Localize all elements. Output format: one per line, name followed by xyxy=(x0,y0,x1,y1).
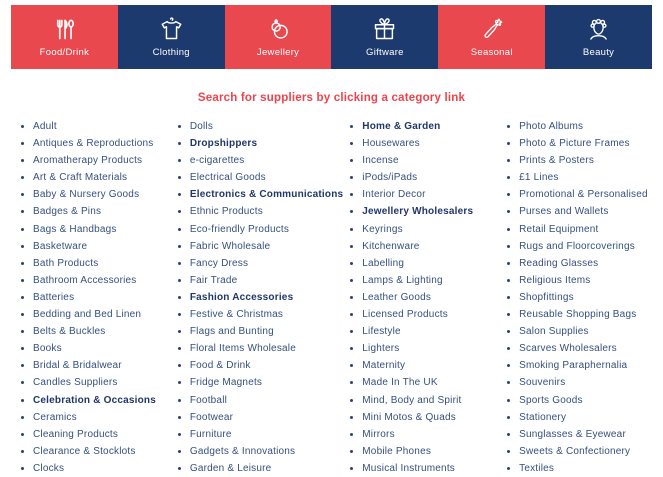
category-link[interactable]: • Lamps & Lighting xyxy=(362,272,500,289)
category-column-2 xyxy=(171,118,343,477)
tab-label: Clothing xyxy=(152,47,190,58)
tab-label: Beauty xyxy=(582,47,615,58)
category-link[interactable]: • Lifestyle xyxy=(362,323,500,340)
tab-giftware[interactable] xyxy=(331,5,438,69)
category-link[interactable]: • Aromatherapy Products xyxy=(33,152,171,169)
category-link[interactable]: • Books xyxy=(33,340,171,357)
category-link[interactable]: • Dolls xyxy=(190,118,343,135)
category-link[interactable]: • Badges & Pins xyxy=(33,203,171,220)
category-link[interactable]: • Home & Garden xyxy=(362,118,500,135)
category-link[interactable]: • Electrical Goods xyxy=(190,169,343,186)
category-link[interactable]: • Licensed Products xyxy=(362,306,500,323)
gift-icon xyxy=(371,16,398,43)
tab-label: Seasonal xyxy=(470,47,513,58)
category-link[interactable]: • Food & Drink xyxy=(190,357,343,374)
category-link[interactable]: • Ceramics xyxy=(33,409,171,426)
category-link[interactable]: • Maternity xyxy=(362,357,500,374)
category-link[interactable]: • Souvenirs xyxy=(519,374,657,391)
tab-beauty[interactable] xyxy=(545,5,652,69)
category-link[interactable]: • Fancy Dress xyxy=(190,255,343,272)
beauty-face-icon xyxy=(585,16,612,43)
category-link[interactable]: • Photo Albums xyxy=(519,118,657,135)
category-link[interactable]: • iPods/iPads xyxy=(362,169,500,186)
category-link[interactable]: • Fabric Wholesale xyxy=(190,238,343,255)
category-link[interactable]: • Cleaning Products xyxy=(33,426,171,443)
category-link[interactable]: • Mind, Body and Spirit xyxy=(362,392,500,409)
category-link[interactable]: • Sports Goods xyxy=(519,392,657,409)
category-link[interactable]: • Keyrings xyxy=(362,221,500,238)
category-link[interactable]: • Ethnic Products xyxy=(190,203,343,220)
category-link[interactable]: • Bath Products xyxy=(33,255,171,272)
category-columns xyxy=(14,118,657,477)
category-link[interactable]: • Dropshippers xyxy=(190,135,343,152)
category-link[interactable]: • Fridge Magnets xyxy=(190,374,343,391)
category-link[interactable]: • Adult xyxy=(33,118,171,135)
category-link[interactable]: • Mobile Phones xyxy=(362,443,500,460)
category-link[interactable]: • Bags & Handbags xyxy=(33,221,171,238)
category-link[interactable]: • Bathroom Accessories xyxy=(33,272,171,289)
tab-clothing[interactable] xyxy=(118,5,225,69)
category-link[interactable]: • Mini Motos & Quads xyxy=(362,409,500,426)
tab-label: Food/Drink xyxy=(39,47,90,58)
category-link[interactable]: • Housewares xyxy=(362,135,500,152)
tab-food-drink[interactable] xyxy=(11,5,118,69)
category-column-1 xyxy=(14,118,171,477)
category-link[interactable]: • Promotional & Personalised xyxy=(519,186,657,203)
tab-label: Giftware xyxy=(366,47,404,58)
category-link[interactable]: • Rugs and Floorcoverings xyxy=(519,238,657,255)
category-link[interactable]: • Labelling xyxy=(362,255,500,272)
category-link[interactable]: • Furniture xyxy=(190,426,343,443)
category-link[interactable]: • Eco-friendly Products xyxy=(190,221,343,238)
category-column-3 xyxy=(343,118,500,477)
tab-jewellery[interactable] xyxy=(225,5,332,69)
category-link[interactable]: • Shopfittings xyxy=(519,289,657,306)
category-link[interactable]: • Festive & Christmas xyxy=(190,306,343,323)
category-link[interactable]: • Belts & Buckles xyxy=(33,323,171,340)
category-link[interactable]: • Stationery xyxy=(519,409,657,426)
page-title: Search for suppliers by clicking a category link xyxy=(197,92,466,104)
category-link[interactable]: • Reusable Shopping Bags xyxy=(519,306,657,323)
category-link[interactable]: • Lighters xyxy=(362,340,500,357)
category-link[interactable]: • Antiques & Reproductions xyxy=(33,135,171,152)
category-link[interactable]: • Clearance & Stocklots xyxy=(33,443,171,460)
champagne-bottle-icon xyxy=(478,16,505,43)
category-link[interactable]: • Candles Suppliers xyxy=(33,374,171,391)
category-link[interactable]: • Textiles xyxy=(519,460,657,477)
category-link[interactable]: • Clocks xyxy=(33,460,171,477)
category-link[interactable]: • Garden & Leisure xyxy=(190,460,343,477)
category-link[interactable]: • Interior Decor xyxy=(362,186,500,203)
category-link[interactable]: • Art & Craft Materials xyxy=(33,169,171,186)
category-link[interactable]: • Floral Items Wholesale xyxy=(190,340,343,357)
category-link[interactable]: • Incense xyxy=(362,152,500,169)
tab-label: Jewellery xyxy=(256,47,300,58)
category-link[interactable]: • Baby & Nursery Goods xyxy=(33,186,171,203)
category-link[interactable]: • Batteries xyxy=(33,289,171,306)
category-link[interactable]: • Flags and Bunting xyxy=(190,323,343,340)
category-link[interactable]: • Leather Goods xyxy=(362,289,500,306)
category-link[interactable]: • Electronics & Communications xyxy=(190,186,343,203)
category-link[interactable]: • Gadgets & Innovations xyxy=(190,443,343,460)
rings-icon xyxy=(265,16,292,43)
category-link[interactable]: • Bridal & Bridalwear xyxy=(33,357,171,374)
category-link[interactable]: • Reading Glasses xyxy=(519,255,657,272)
category-tab-bar xyxy=(11,5,652,69)
category-link[interactable]: • Retail Equipment xyxy=(519,221,657,238)
category-link[interactable]: • Prints & Posters xyxy=(519,152,657,169)
category-link[interactable]: • Smoking Paraphernalia xyxy=(519,357,657,374)
tab-seasonal[interactable] xyxy=(438,5,545,69)
category-link[interactable]: • Photo & Picture Frames xyxy=(519,135,657,152)
category-link[interactable]: • Scarves Wholesalers xyxy=(519,340,657,357)
category-link[interactable]: • Made In The UK xyxy=(362,374,500,391)
category-link[interactable]: • Sunglasses & Eyewear xyxy=(519,426,657,443)
category-link[interactable]: • e-cigarettes xyxy=(190,152,343,169)
category-link[interactable]: • Sweets & Confectionery xyxy=(519,443,657,460)
category-link[interactable]: • Celebration & Occasions xyxy=(33,392,171,409)
category-link[interactable]: • Footwear xyxy=(190,409,343,426)
category-link[interactable]: • Fashion Accessories xyxy=(190,289,343,306)
tshirt-icon xyxy=(158,16,185,43)
cutlery-icon xyxy=(51,16,78,43)
category-link[interactable]: • Jewellery Wholesalers xyxy=(362,203,500,220)
category-link[interactable]: • Musical Instruments xyxy=(362,460,500,477)
category-link[interactable]: • Basketware xyxy=(33,238,171,255)
category-column-4 xyxy=(500,118,657,477)
category-link[interactable]: • Football xyxy=(190,392,343,409)
category-link[interactable]: • Mirrors xyxy=(362,426,500,443)
category-link[interactable]: • Kitchenware xyxy=(362,238,500,255)
category-link[interactable]: • Bedding and Bed Linen xyxy=(33,306,171,323)
category-link[interactable]: • Religious Items xyxy=(519,272,657,289)
category-link[interactable]: • Salon Supplies xyxy=(519,323,657,340)
category-link[interactable]: • Fair Trade xyxy=(190,272,343,289)
category-link[interactable]: • £1 Lines xyxy=(519,169,657,186)
category-link[interactable]: • Purses and Wallets xyxy=(519,203,657,220)
